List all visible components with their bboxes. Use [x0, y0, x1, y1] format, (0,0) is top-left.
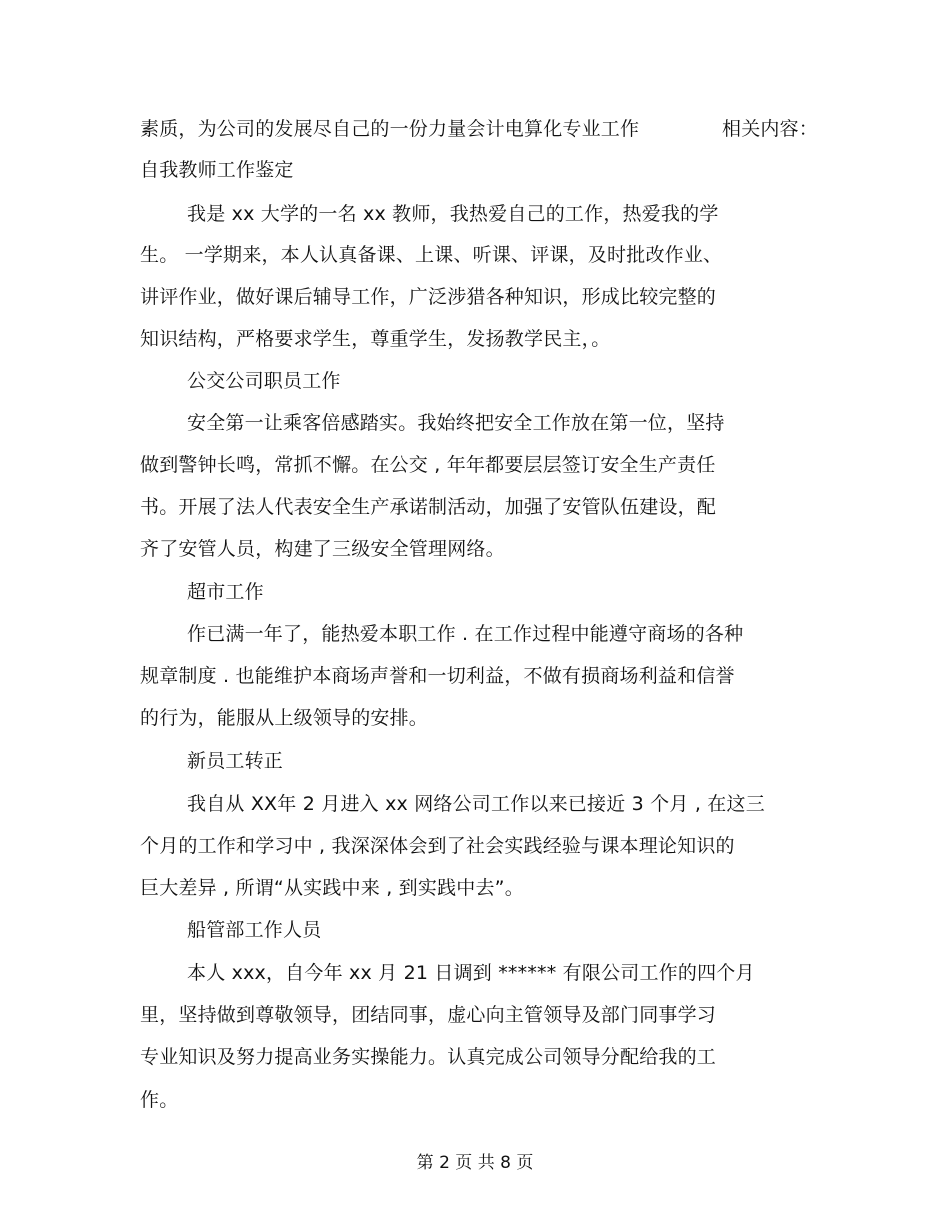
text-line: 知识结构，严格要求学生，尊重学生，发扬教学民主，。 [140, 328, 611, 350]
text-line: 讲评作业，做好课后辅导工作，广泛涉猎各种知识，形成比较完整的 [140, 286, 717, 308]
text-line: 我自从 XX年 2 月进入 xx 网络公司工作以来已接近 3 个月 , 在这三 [187, 793, 765, 815]
text-line: 素质，为公司的发展尽自己的一份力量会计电算化专业工作 [140, 118, 640, 140]
text-line: 专业知识及努力提高业务实操能力。认真完成公司领导分配给我的工 [140, 1046, 717, 1068]
section-heading: 新员工转正 [187, 750, 284, 772]
section-heading: 超市工作 [187, 581, 264, 603]
text-line: 巨大差异 , 所谓“从实践中来 , 到实践中去”。 [140, 877, 524, 899]
text-line: 书。开展了法人代表安全生产承诺制活动，加强了安管队伍建设，配 [140, 496, 717, 518]
text-line: 自我教师工作鉴定 [140, 159, 294, 181]
text-line: 安全第一让乘客倍感踏实。我始终把安全工作放在第一位，坚持 [187, 412, 725, 434]
text-line: 里，坚持做到尊敬领导，团结同事，虚心向主管领导及部门同事学习 [140, 1004, 717, 1026]
text-line: 作。 [140, 1089, 179, 1111]
text-line: 本人 xxx，自今年 xx 月 21 日调到 ****** 有限公司工作的四个月 [187, 962, 755, 984]
text-line: 作已满一年了，能热爱本职工作 . 在工作过程中能遵守商场的各种 [187, 623, 744, 645]
text-line: 做到警钟长鸣，常抓不懈。在公交 , 年年都要层层签订安全生产责任 [140, 454, 716, 476]
text-line: 我是 xx 大学的一名 xx 教师，我热爱自己的工作，热爱我的学 [187, 203, 719, 225]
text-line: 规章制度 . 也能维护本商场声誉和一切利益，不做有损商场利益和信誉 [140, 665, 735, 687]
section-heading: 公交公司职员工作 [187, 370, 341, 392]
text-line: 的行为，能服从上级领导的安排。 [140, 707, 429, 729]
text-line: 相关内容： [722, 118, 819, 140]
page-footer: 第 2 页 共 8 页 [416, 1153, 534, 1173]
section-heading: 船管部工作人员 [187, 919, 322, 941]
text-line: 个月的工作和学习中 , 我深深体会到了社会实践经验与课本理论知识的 [140, 835, 735, 857]
text-line: 生。 一学期来，本人认真备课、上课、听课、评课，及时批改作业、 [140, 244, 723, 266]
text-line: 齐了安管人员，构建了三级安全管理网络。 [140, 538, 505, 560]
